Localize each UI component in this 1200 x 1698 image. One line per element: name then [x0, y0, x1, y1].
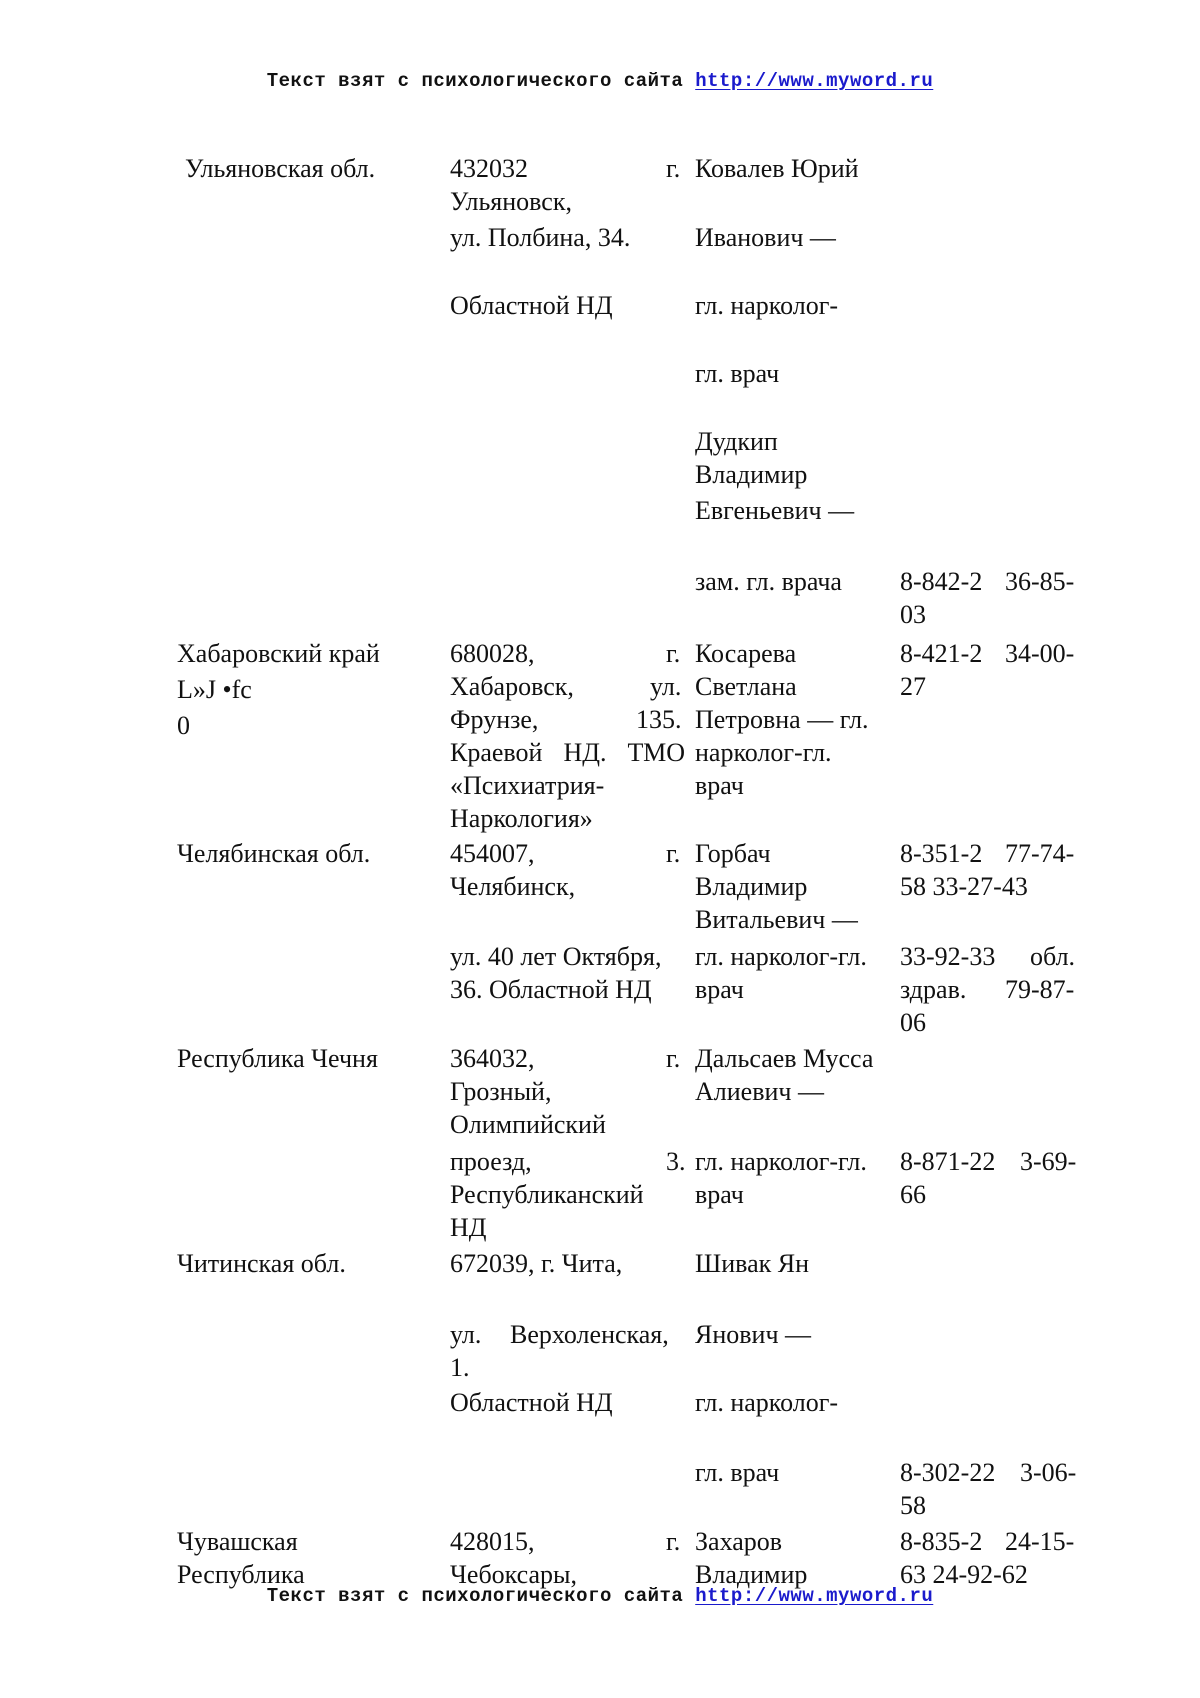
- head-text: Горбач: [695, 839, 771, 868]
- head-text: врач: [695, 975, 744, 1004]
- address-text: Грозный,: [450, 1077, 552, 1106]
- footer-banner: [0, 1585, 1200, 1607]
- head-text: Косарева: [695, 639, 797, 668]
- address-text: Челябинск,: [450, 872, 576, 901]
- head-text: гл. врач: [695, 359, 780, 388]
- phone-text: 58: [900, 1491, 926, 1520]
- address-text: Олимпийский: [450, 1110, 606, 1139]
- head-text: Владимир: [695, 460, 808, 489]
- region-label: Челябинская обл.: [177, 839, 371, 868]
- region-label: Республика Чечня: [177, 1044, 378, 1073]
- phone-text: 24-15-: [1005, 1527, 1075, 1556]
- address-text: 1.: [450, 1353, 470, 1382]
- address-text: НД: [450, 1213, 487, 1242]
- head-text: Дальсаев Мусса: [695, 1044, 874, 1073]
- address-text: Хабаровск,: [450, 672, 574, 701]
- head-text: гл. нарколог-гл.: [695, 942, 867, 971]
- address-text: 36. Областной НД: [450, 975, 652, 1004]
- phone-text: 27: [900, 672, 926, 701]
- phone-text: 66: [900, 1180, 926, 1209]
- address-text: проезд,: [450, 1147, 532, 1176]
- region-label: Ульяновская обл.: [185, 154, 376, 183]
- address-text: Ульяновск,: [450, 187, 572, 216]
- banner-text: Текст взят с психологического сайта: [266, 1585, 684, 1607]
- address-text: Фрунзе,: [450, 705, 539, 734]
- phone-text: 3-69-: [1020, 1147, 1077, 1176]
- head-text: гл. нарколог-гл.: [695, 1147, 867, 1176]
- banner-text: Текст взят с психологического сайта: [266, 70, 684, 92]
- address-text: г.: [666, 1044, 681, 1073]
- head-text: Дудкип: [695, 427, 778, 456]
- address-text: Наркология»: [450, 804, 593, 833]
- phone-text: 34-00-: [1005, 639, 1075, 668]
- head-text: Владимир: [695, 872, 808, 901]
- head-text: Иванович —: [695, 223, 836, 252]
- address-text: 454007,: [450, 839, 535, 868]
- phone-text: 58 33-27-43: [900, 872, 1028, 901]
- head-text: Захаров: [695, 1527, 783, 1556]
- phone-text: 8-871-22: [900, 1147, 996, 1176]
- phone-text: здрав.: [900, 975, 967, 1004]
- head-text: зам. гл. врача: [695, 567, 842, 596]
- head-text: врач: [695, 771, 744, 800]
- address-text: 3.: [666, 1147, 686, 1176]
- site-link[interactable]: http://www.myword.ru: [695, 1585, 934, 1607]
- head-text: гл. нарколог-: [695, 291, 839, 320]
- address-text: Областной НД: [450, 1388, 613, 1417]
- head-text: Петровна — гл.: [695, 705, 869, 734]
- address-text: г.: [666, 154, 681, 183]
- head-text: нарколог-гл.: [695, 738, 832, 767]
- head-text: гл. врач: [695, 1458, 780, 1487]
- address-text: Республиканский: [450, 1180, 644, 1209]
- address-text: ул.: [650, 672, 682, 701]
- region-label: L»J •fc: [177, 675, 252, 704]
- site-link[interactable]: http://www.myword.ru: [695, 70, 934, 92]
- address-text: 432032: [450, 154, 528, 183]
- phone-text: 79-87-: [1005, 975, 1075, 1004]
- phone-text: 77-74-: [1005, 839, 1075, 868]
- phone-text: обл.: [1030, 942, 1076, 971]
- address-text: Верхоленская,: [510, 1320, 669, 1349]
- phone-text: 8-835-2: [900, 1527, 983, 1556]
- head-text: Евгеньевич —: [695, 496, 855, 525]
- address-text: 364032,: [450, 1044, 535, 1073]
- address-text: Областной НД: [450, 291, 613, 320]
- address-text: Чебоксары,: [450, 1560, 578, 1589]
- head-text: Владимир: [695, 1560, 808, 1589]
- phone-text: 8-302-22: [900, 1458, 996, 1487]
- address-text: ул.: [450, 1320, 482, 1349]
- phone-text: 63 24-92-62: [900, 1560, 1028, 1589]
- address-text: г.: [666, 639, 681, 668]
- address-text: 680028,: [450, 639, 535, 668]
- head-text: гл. нарколог-: [695, 1388, 839, 1417]
- phone-text: 36-85-: [1005, 567, 1075, 596]
- address-text: 672039, г. Чита,: [450, 1249, 623, 1278]
- header-banner: [0, 70, 1200, 92]
- phone-text: 8-351-2: [900, 839, 983, 868]
- head-text: Витальевич —: [695, 905, 858, 934]
- region-label: Хабаровский край: [177, 639, 380, 668]
- head-text: Светлана: [695, 672, 797, 701]
- head-text: Янович —: [695, 1320, 812, 1349]
- region-label: Читинская обл.: [177, 1249, 346, 1278]
- address-text: ул. Полбина, 34.: [450, 223, 631, 252]
- address-text: Краевой НД. ТМО: [450, 738, 685, 767]
- address-text: 135.: [636, 705, 682, 734]
- head-text: Ковалев Юрий: [695, 154, 859, 183]
- region-label: Республика: [177, 1560, 305, 1589]
- phone-text: 03: [900, 600, 926, 629]
- phone-text: 33-92-33: [900, 942, 996, 971]
- region-label: 0: [177, 711, 190, 740]
- address-text: г.: [666, 839, 681, 868]
- head-text: Алиевич —: [695, 1077, 824, 1106]
- address-text: ул. 40 лет Октября,: [450, 942, 662, 971]
- phone-text: 06: [900, 1008, 926, 1037]
- phone-text: 8-842-2: [900, 567, 983, 596]
- phone-text: 3-06-: [1020, 1458, 1077, 1487]
- head-text: Шивак Ян: [695, 1249, 810, 1278]
- phone-text: 8-421-2: [900, 639, 983, 668]
- address-text: г.: [666, 1527, 681, 1556]
- address-text: «Психиатрия-: [450, 771, 605, 800]
- region-label: Чувашская: [177, 1527, 298, 1556]
- head-text: врач: [695, 1180, 744, 1209]
- address-text: 428015,: [450, 1527, 535, 1556]
